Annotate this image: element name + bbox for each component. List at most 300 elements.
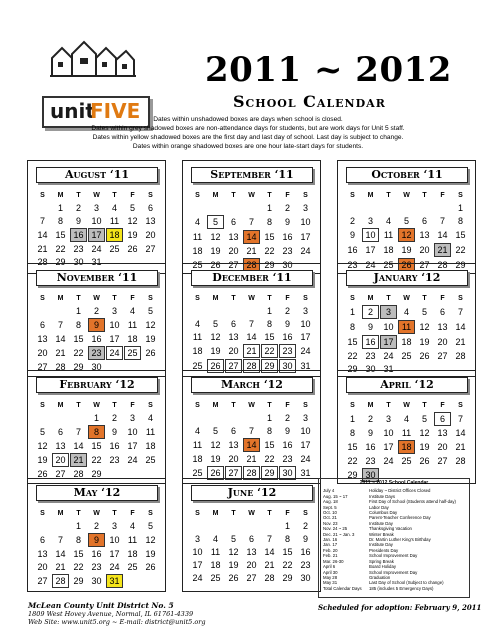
weekday-header: W — [403, 402, 410, 409]
weekday-header: T — [422, 295, 427, 302]
event-date: Nov. 24 ~ 25 — [323, 526, 348, 532]
calendar-day: 11 — [145, 427, 156, 437]
calendar-empty-cell — [243, 520, 260, 532]
calendar-day: 23 — [109, 455, 120, 465]
houses-logo-icon — [50, 38, 136, 78]
calendar-day: 29 — [264, 260, 275, 270]
calendar-day: 9 — [349, 230, 355, 240]
calendar-day: 7 — [457, 414, 463, 424]
calendar-day: 2 — [284, 413, 290, 423]
calendar-day: 31 — [300, 468, 311, 478]
calendar-day: 28 — [52, 574, 69, 588]
calendar-day: 7 — [266, 534, 272, 544]
calendar-day: 9 — [284, 426, 290, 436]
calendar-day: 5 — [403, 216, 409, 226]
calendar-day: 24 — [127, 455, 138, 465]
month-title: March ‘12 — [191, 377, 313, 393]
calendar-day: 23 — [88, 346, 105, 360]
calendar-day: 26 — [398, 258, 415, 272]
weekday-header: F — [130, 402, 135, 409]
event-description: Parent-Teacher Conference Day — [369, 515, 431, 521]
event-description: Institute Days — [369, 493, 396, 499]
calendar-day: 5 — [207, 215, 224, 229]
calendar-day: 3 — [367, 216, 373, 226]
calendar-day: 30 — [282, 260, 293, 270]
calendar-day: 3 — [302, 413, 308, 423]
calendar-day: 3 — [302, 306, 308, 316]
calendar-day: 7 — [248, 426, 254, 436]
calendar-empty-cell — [243, 305, 260, 317]
calendar-day: 2 — [362, 305, 379, 319]
calendar-day: 12 — [419, 428, 430, 438]
calendar-day: 9 — [367, 428, 373, 438]
calendar-day: 2 — [284, 203, 290, 213]
month-title: January ‘12 — [346, 270, 468, 286]
weekday-header: T — [76, 510, 81, 517]
weekday-header: W — [93, 192, 100, 199]
event-date: Jan. 17 — [323, 542, 338, 548]
calendar-day: 18 — [127, 549, 138, 559]
calendar-day: 5 — [39, 427, 45, 437]
month-title: August ‘11 — [36, 167, 158, 183]
month-title: May ‘12 — [36, 485, 158, 501]
calendar-day: 16 — [70, 228, 87, 242]
weekday-header: S — [458, 192, 463, 199]
calendar-day: 22 — [73, 562, 84, 572]
calendar-day: 14 — [455, 322, 466, 332]
calendar-day: 4 — [403, 414, 409, 424]
note-line: Dates within grey shadowed boxes are non-attendance days for students, but are work days for Unit 5 staff. — [91, 125, 405, 132]
events-title: 2011 ~ 2012 School Calendar — [359, 480, 429, 486]
calendar-day: 18 — [210, 560, 221, 570]
page-subtitle: School Calendar — [233, 92, 386, 111]
calendar-day: 30 — [365, 364, 376, 374]
weekday-header: F — [285, 192, 290, 199]
calendar-day: 19 — [228, 560, 239, 570]
note-line: Dates within yellow shadowed boxes are the first day and last day of school. Last day is subject to change. — [92, 134, 404, 141]
calendar-day: 21 — [434, 243, 451, 257]
calendar-empty-cell — [189, 412, 206, 424]
event-description: Labor Day — [369, 504, 389, 510]
calendar-day: 17 — [127, 441, 138, 451]
calendar-day: 24 — [192, 573, 203, 583]
calendar-day: 8 — [457, 216, 463, 226]
calendar-day: 21 — [455, 337, 466, 347]
calendar-day: 19 — [210, 346, 221, 356]
month-grid — [188, 189, 315, 273]
calendar-day: 20 — [246, 560, 257, 570]
calendar-day: 5 — [212, 426, 218, 436]
month-calendar — [27, 263, 166, 377]
calendar-day: 28 — [264, 573, 275, 583]
weekday-header: T — [112, 295, 117, 302]
weekday-header: S — [303, 510, 308, 517]
calendar-day: 17 — [383, 442, 394, 452]
calendar-day: 12 — [210, 332, 221, 342]
calendar-day: 20 — [228, 246, 239, 256]
calendar-empty-cell — [34, 305, 51, 317]
calendar-day: 24 — [109, 562, 120, 572]
event-date: Mar. 26-30 — [323, 558, 344, 564]
calendar-day: 23 — [282, 246, 293, 256]
calendar-day: 28 — [455, 351, 466, 361]
calendar-day: 25 — [192, 361, 203, 371]
calendar-day: 17 — [300, 332, 311, 342]
event-description: First Day of School (Students attend half-day) — [369, 499, 456, 505]
calendar-day: 9 — [75, 216, 81, 226]
event-description: Graduation — [369, 574, 391, 580]
calendar-day: 12 — [145, 535, 156, 545]
calendar-day: 5 — [129, 203, 135, 213]
calendar-day: 18 — [192, 346, 203, 356]
calendar-empty-cell — [225, 412, 242, 424]
calendar-day: 2 — [349, 216, 355, 226]
calendar-day: 12 — [419, 322, 430, 332]
calendar-day: 12 — [37, 441, 48, 451]
calendar-day: 9 — [88, 533, 105, 547]
calendar-day: 5 — [147, 306, 153, 316]
weekday-header: F — [130, 510, 135, 517]
calendar-day: 22 — [55, 244, 66, 254]
event-date: April 30 — [323, 569, 338, 575]
weekday-header: M — [57, 402, 64, 409]
weekday-header: F — [285, 510, 290, 517]
weekday-header: W — [248, 402, 255, 409]
calendar-empty-cell — [189, 202, 206, 214]
weekday-header: F — [130, 295, 135, 302]
event-description: Institute Day — [369, 542, 393, 548]
weekday-header: S — [350, 192, 355, 199]
calendar-day: 25 — [210, 573, 221, 583]
weekday-header: S — [148, 192, 153, 199]
calendar-day: 20 — [437, 337, 448, 347]
calendar-day: 2 — [284, 306, 290, 316]
event-date: April 6 — [323, 564, 336, 570]
event-date: Aug. 18 — [323, 499, 338, 505]
weekday-header: S — [40, 192, 45, 199]
calendar-day: 13 — [228, 232, 239, 242]
calendar-day: 26 — [207, 359, 224, 373]
calendar-day: 16 — [362, 335, 379, 349]
month-grid — [33, 292, 160, 374]
weekday-header: T — [267, 192, 272, 199]
event-date: May 28 — [323, 574, 338, 580]
weekday-header: T — [76, 192, 81, 199]
weekday-header: T — [267, 295, 272, 302]
weekday-header: W — [248, 295, 255, 302]
event-description: Columbus Day — [369, 510, 398, 516]
calendar-day: 9 — [284, 319, 290, 329]
calendar-day: 30 — [279, 359, 296, 373]
calendar-empty-cell — [344, 202, 361, 214]
calendar-day: 22 — [455, 245, 466, 255]
calendar-day: 5 — [421, 414, 427, 424]
logo-five-text: FIVE — [90, 99, 141, 123]
weekday-header: M — [57, 510, 64, 517]
calendar-day: 23 — [282, 454, 293, 464]
calendar-day: 13 — [37, 549, 48, 559]
calendar-day: 27 — [419, 260, 430, 270]
calendar-day: 30 — [300, 573, 311, 583]
calendar-day: 1 — [349, 414, 355, 424]
calendar-day: 14 — [73, 441, 84, 451]
month-grid — [343, 399, 470, 483]
calendar-day: 4 — [212, 534, 218, 544]
adoption-note: Scheduled for adoption: February 9, 2011 — [318, 603, 482, 612]
calendar-day: 18 — [127, 334, 138, 344]
calendar-day: 1 — [93, 413, 99, 423]
calendar-day: 28 — [437, 260, 448, 270]
calendar-day: 9 — [111, 427, 117, 437]
calendar-day: 7 — [75, 427, 81, 437]
calendar-empty-cell — [70, 412, 87, 424]
calendar-day: 22 — [347, 456, 358, 466]
weekday-header: S — [458, 402, 463, 409]
weekday-header: T — [231, 510, 236, 517]
calendar-day: 13 — [228, 440, 239, 450]
calendar-empty-cell — [34, 412, 51, 424]
weekday-header: F — [440, 295, 445, 302]
calendar-events-box — [318, 478, 470, 598]
calendar-day: 29 — [55, 257, 66, 267]
district-footer — [28, 602, 206, 626]
calendar-day: 24 — [106, 346, 123, 360]
calendar-day: 19 — [401, 245, 412, 255]
event-date: Jan. 16 — [323, 537, 338, 543]
calendar-day: 9 — [88, 318, 105, 332]
calendar-day: 16 — [282, 332, 293, 342]
weekday-header: T — [267, 402, 272, 409]
calendar-day: 15 — [73, 334, 84, 344]
calendar-day: 29 — [347, 470, 358, 480]
calendar-day: 24 — [91, 244, 102, 254]
calendar-empty-cell — [225, 202, 242, 214]
calendar-day: 25 — [192, 260, 203, 270]
calendar-day: 6 — [230, 319, 236, 329]
calendar-day: 15 — [347, 442, 358, 452]
calendar-day: 2 — [302, 521, 308, 531]
calendar-day: 20 — [37, 562, 48, 572]
calendar-day: 29 — [73, 362, 84, 372]
calendar-day: 20 — [52, 453, 69, 467]
calendar-day: 14 — [243, 230, 260, 244]
calendar-day: 9 — [284, 217, 290, 227]
calendar-day: 23 — [347, 260, 358, 270]
calendar-day: 7 — [248, 319, 254, 329]
calendar-day: 30 — [279, 466, 296, 480]
calendar-day: 4 — [194, 426, 200, 436]
calendar-day: 19 — [419, 337, 430, 347]
calendar-day: 7 — [457, 307, 463, 317]
calendar-day: 15 — [91, 441, 102, 451]
calendar-day: 10 — [383, 322, 394, 332]
calendar-day: 2 — [75, 203, 81, 213]
weekday-header: T — [231, 402, 236, 409]
calendar-day: 25 — [401, 456, 412, 466]
calendar-day: 22 — [264, 246, 275, 256]
calendar-day: 8 — [349, 428, 355, 438]
calendar-empty-cell — [207, 202, 224, 214]
calendar-day: 2 — [93, 521, 99, 531]
calendar-day: 13 — [228, 332, 239, 342]
calendar-day: 19 — [210, 454, 221, 464]
calendar-day: 26 — [145, 562, 156, 572]
calendar-day: 25 — [401, 351, 412, 361]
calendar-day: 11 — [398, 320, 415, 334]
calendar-day: 28 — [55, 362, 66, 372]
calendar-day: 2 — [367, 414, 373, 424]
event-date: Total Calendar Days — [323, 585, 362, 591]
calendar-day: 1 — [349, 307, 355, 317]
weekday-header: W — [93, 510, 100, 517]
calendar-day: 15 — [455, 230, 466, 240]
calendar-day: 3 — [93, 203, 99, 213]
weekday-header: T — [231, 192, 236, 199]
calendar-day: 24 — [365, 260, 376, 270]
calendar-day: 6 — [230, 217, 236, 227]
calendar-day: 27 — [246, 573, 257, 583]
calendar-day: 29 — [261, 359, 278, 373]
calendar-day: 23 — [279, 344, 296, 358]
calendar-day: 17 — [88, 228, 105, 242]
weekday-header: S — [195, 192, 200, 199]
event-date: Dec. 21 ~ Jan. 3 — [323, 531, 355, 537]
calendar-day: 16 — [91, 334, 102, 344]
month-calendar — [337, 160, 476, 274]
calendar-day: 21 — [455, 442, 466, 452]
calendar-day: 1 — [75, 306, 81, 316]
calendar-day: 6 — [39, 535, 45, 545]
calendar-empty-cell — [225, 520, 242, 532]
calendar-day: 28 — [243, 258, 260, 272]
calendar-day: 21 — [246, 454, 257, 464]
calendar-day: 8 — [266, 426, 272, 436]
event-date: Oct. 21 — [323, 515, 337, 521]
month-calendar — [27, 370, 166, 484]
calendar-day: 22 — [261, 344, 278, 358]
weekday-header: S — [458, 295, 463, 302]
calendar-day: 15 — [282, 547, 293, 557]
calendar-day: 8 — [88, 425, 105, 439]
weekday-header: S — [148, 402, 153, 409]
calendar-day: 12 — [210, 232, 221, 242]
weekday-header: M — [212, 192, 219, 199]
calendar-empty-cell — [243, 202, 260, 214]
calendar-day: 1 — [266, 306, 272, 316]
calendar-day: 19 — [37, 455, 48, 465]
calendar-day: 17 — [192, 560, 203, 570]
month-grid — [188, 507, 315, 585]
calendar-day: 24 — [383, 351, 394, 361]
calendar-day: 19 — [127, 230, 138, 240]
calendar-day: 6 — [147, 203, 153, 213]
month-calendar — [182, 160, 321, 274]
calendar-day: 6 — [39, 320, 45, 330]
calendar-day: 4 — [385, 216, 391, 226]
weekday-header: M — [57, 295, 64, 302]
calendar-empty-cell — [189, 305, 206, 317]
calendar-day: 12 — [127, 216, 138, 226]
calendar-day: 8 — [266, 217, 272, 227]
calendar-day: 4 — [129, 521, 135, 531]
page-title: 2011 ~ 2012 — [205, 50, 452, 90]
calendar-day: 17 — [365, 245, 376, 255]
calendar-day: 22 — [264, 454, 275, 464]
calendar-day: 16 — [282, 232, 293, 242]
calendar-day: 23 — [365, 456, 376, 466]
calendar-day: 18 — [145, 441, 156, 451]
calendar-day: 22 — [282, 560, 293, 570]
calendar-empty-cell — [261, 520, 278, 532]
weekday-header: S — [195, 510, 200, 517]
calendar-day: 9 — [367, 322, 373, 332]
calendar-day: 25 — [192, 468, 203, 478]
calendar-day: 13 — [37, 334, 48, 344]
calendar-day: 6 — [230, 426, 236, 436]
calendar-day: 3 — [111, 306, 117, 316]
calendar-day: 14 — [55, 549, 66, 559]
calendar-day: 7 — [39, 216, 45, 226]
calendar-day: 25 — [145, 455, 156, 465]
weekday-header: T — [386, 402, 391, 409]
calendar-day: 5 — [230, 534, 236, 544]
calendar-day: 26 — [127, 244, 138, 254]
calendar-day: 29 — [282, 573, 293, 583]
calendar-day: 13 — [145, 216, 156, 226]
note-line: Dates within orange shadowed boxes are one hour late-start days for students. — [132, 143, 364, 150]
calendar-day: 10 — [383, 428, 394, 438]
calendar-day: 10 — [127, 427, 138, 437]
calendar-day: 18 — [383, 245, 394, 255]
month-grid — [188, 399, 315, 481]
calendar-day: 26 — [228, 573, 239, 583]
calendar-day: 20 — [37, 348, 48, 358]
calendar-day: 1 — [266, 203, 272, 213]
weekday-header: T — [422, 402, 427, 409]
weekday-header: S — [195, 402, 200, 409]
event-date: Sept. 5 — [323, 504, 337, 510]
month-grid — [343, 292, 470, 376]
weekday-header: W — [93, 402, 100, 409]
calendar-day: 27 — [37, 362, 48, 372]
calendar-day: 28 — [37, 257, 48, 267]
calendar-day: 15 — [264, 232, 275, 242]
event-description: Spring Break — [369, 558, 394, 564]
calendar-day: 20 — [228, 346, 239, 356]
month-title: November ‘11 — [36, 270, 158, 286]
logo-unit-text: unit — [50, 99, 95, 123]
month-title: October ‘11 — [346, 167, 468, 183]
calendar-empty-cell — [434, 202, 451, 214]
calendar-day: 13 — [419, 230, 430, 240]
calendar-day: 4 — [147, 413, 153, 423]
calendar-day: 12 — [145, 320, 156, 330]
month-calendar — [182, 263, 321, 377]
calendar-day: 2 — [93, 306, 99, 316]
event-date: July 4 — [323, 488, 335, 494]
calendar-day: 18 — [106, 228, 123, 242]
calendar-day: 1 — [457, 203, 463, 213]
event-date: Oct. 10 — [323, 510, 337, 516]
calendar-day: 19 — [145, 549, 156, 559]
calendar-day: 18 — [401, 337, 412, 347]
calendar-day: 6 — [434, 412, 451, 426]
calendar-empty-cell — [52, 305, 69, 317]
calendar-empty-cell — [362, 202, 379, 214]
month-calendar — [337, 370, 476, 484]
calendar-empty-cell — [189, 520, 206, 532]
calendar-empty-cell — [34, 202, 51, 214]
